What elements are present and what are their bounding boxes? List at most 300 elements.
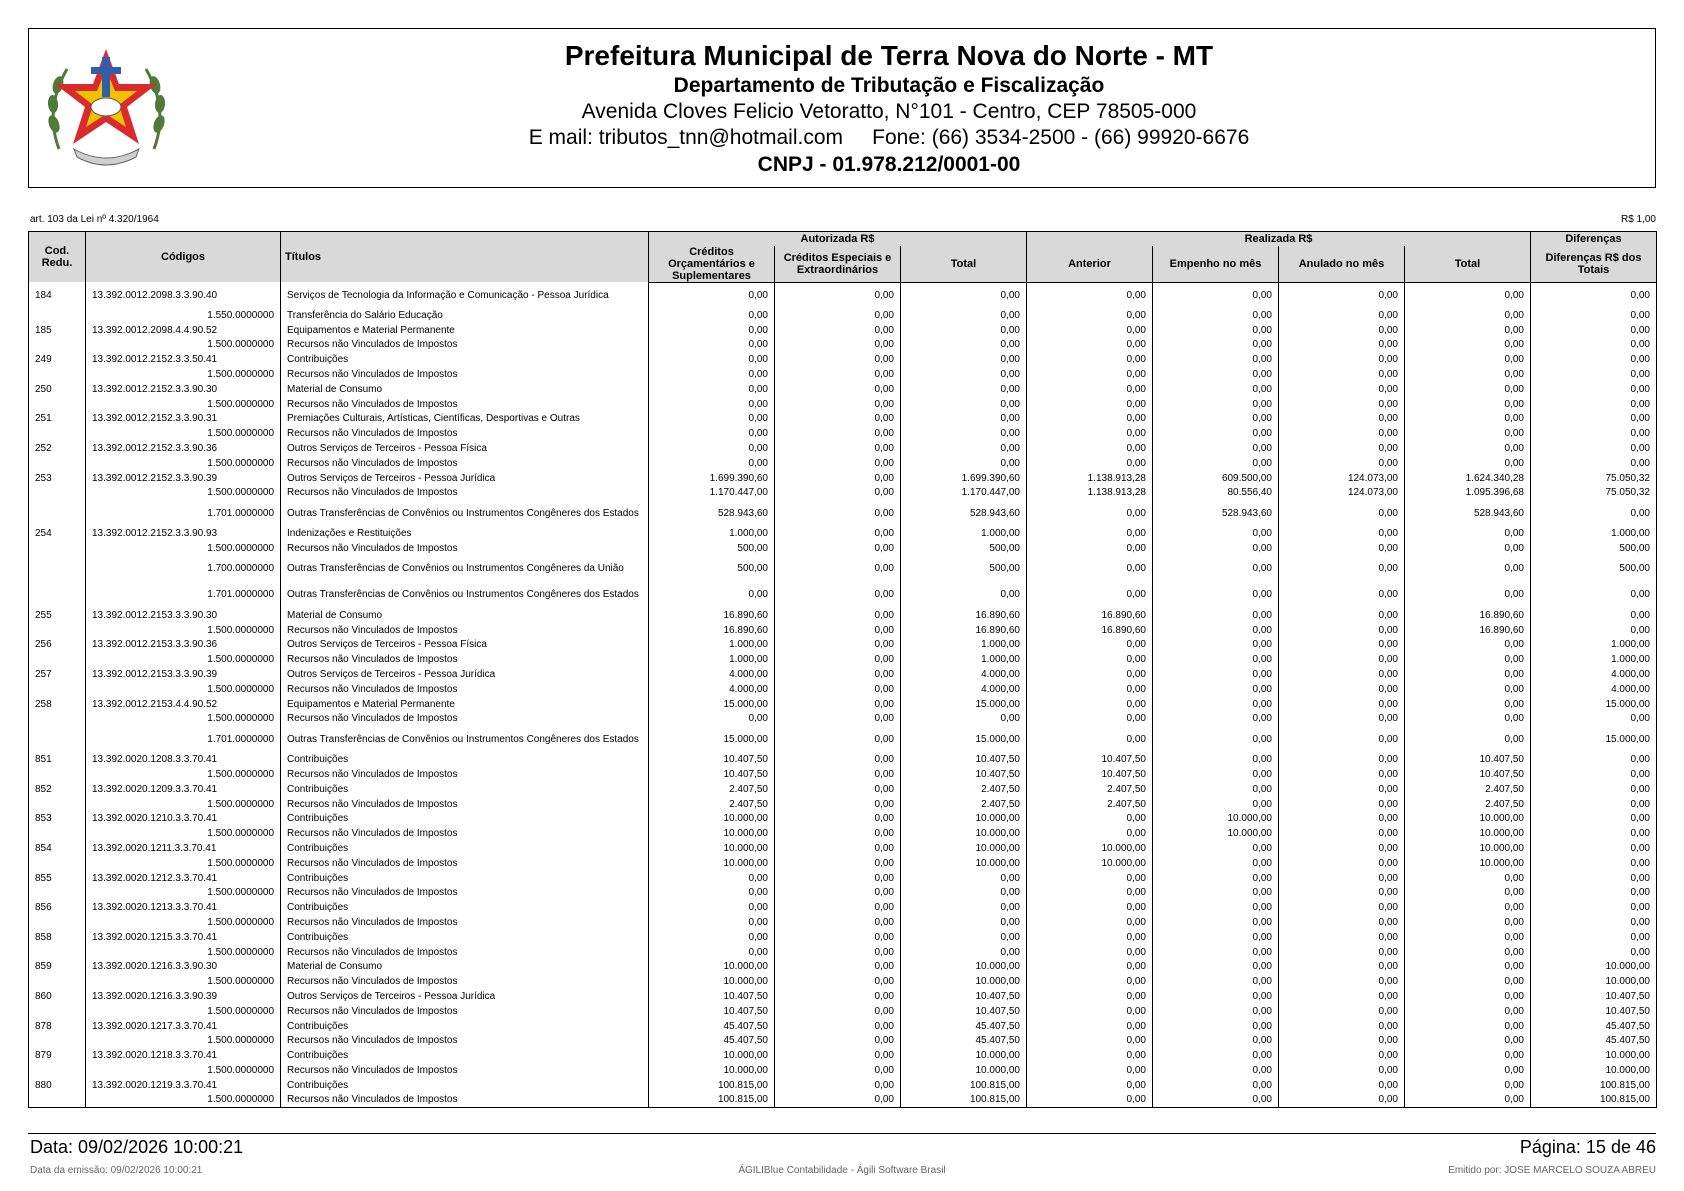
- cell-anterior: 0,00: [1027, 1004, 1153, 1019]
- cell-codigo: 1.500.0000000: [86, 426, 281, 441]
- cell-total-autorizada: 16.890,60: [901, 623, 1027, 638]
- cell-titulo: Recursos não Vinculados de Impostos: [281, 367, 649, 382]
- cell-creditos-orcamentarios: 0,00: [649, 441, 775, 456]
- cell-cod-redu: [29, 308, 86, 323]
- cell-creditos-orcamentarios: 0,00: [649, 352, 775, 367]
- cell-total-autorizada: 0,00: [901, 582, 1027, 608]
- cell-creditos-especiais: 0,00: [775, 1033, 901, 1048]
- cell-codigo: 1.500.0000000: [86, 826, 281, 841]
- table-row: [29, 726, 1657, 752]
- cell-anterior: 10.000,00: [1027, 841, 1153, 856]
- cell-total-autorizada: 0,00: [901, 915, 1027, 930]
- cell-total-autorizada: 0,00: [901, 900, 1027, 915]
- cell-titulo: Contribuições: [281, 352, 649, 367]
- cell-empenho-mes: 0,00: [1153, 682, 1279, 697]
- cell-total-autorizada: 100.815,00: [901, 1078, 1027, 1093]
- cell-anterior: 0,00: [1027, 1048, 1153, 1063]
- footer-page-number: Página: 15 de 46: [1519, 1137, 1656, 1157]
- footer-divider: [28, 1133, 1656, 1134]
- cell-creditos-orcamentarios: 15.000,00: [649, 697, 775, 712]
- cell-creditos-orcamentarios: 1.170.447,00: [649, 486, 775, 501]
- cell-creditos-orcamentarios: 10.000,00: [649, 841, 775, 856]
- cell-anulado-mes: 0,00: [1279, 608, 1405, 623]
- cell-total-realizada: 0,00: [1405, 323, 1531, 338]
- cell-codigo: 1.500.0000000: [86, 397, 281, 412]
- cell-codigo: 1.500.0000000: [86, 767, 281, 782]
- cell-empenho-mes: 0,00: [1153, 441, 1279, 456]
- cell-total-autorizada: 2.407,50: [901, 782, 1027, 797]
- cell-diferencas: 75.050,32: [1531, 486, 1657, 501]
- cell-total-realizada: 0,00: [1405, 541, 1531, 556]
- cell-total-autorizada: 0,00: [901, 282, 1027, 308]
- cell-total-autorizada: 0,00: [901, 456, 1027, 471]
- cell-codigo: 13.392.0012.2153.3.3.90.36: [86, 638, 281, 653]
- cell-anterior: 2.407,50: [1027, 797, 1153, 812]
- table-row: [29, 556, 1657, 582]
- cell-titulo: Recursos não Vinculados de Impostos: [281, 486, 649, 501]
- cell-total-autorizada: 10.407,50: [901, 752, 1027, 767]
- cell-total-autorizada: 0,00: [901, 367, 1027, 382]
- cell-diferencas: 500,00: [1531, 556, 1657, 582]
- cell-cod-redu: [29, 367, 86, 382]
- cell-codigo: 1.500.0000000: [86, 974, 281, 989]
- cell-cod-redu: 257: [29, 667, 86, 682]
- table-row: [29, 1078, 1657, 1093]
- cell-creditos-especiais: 0,00: [775, 900, 901, 915]
- cell-total-autorizada: 100.815,00: [901, 1093, 1027, 1108]
- cell-total-realizada: 10.000,00: [1405, 812, 1531, 827]
- cell-cod-redu: [29, 767, 86, 782]
- table-row: [29, 1093, 1657, 1108]
- cell-diferencas: 0,00: [1531, 782, 1657, 797]
- cell-empenho-mes: 0,00: [1153, 608, 1279, 623]
- footer-software: ÁGILIBlue Contabilidade - Ágili Software Brasil: [738, 1165, 946, 1176]
- cell-anulado-mes: 0,00: [1279, 541, 1405, 556]
- cell-diferencas: 0,00: [1531, 797, 1657, 812]
- cell-cod-redu: [29, 582, 86, 608]
- cell-total-realizada: 528.943,60: [1405, 500, 1531, 526]
- cell-anterior: 0,00: [1027, 712, 1153, 727]
- cell-creditos-orcamentarios: 0,00: [649, 412, 775, 427]
- cell-empenho-mes: 0,00: [1153, 541, 1279, 556]
- cell-total-realizada: 0,00: [1405, 1019, 1531, 1034]
- cell-total-realizada: 0,00: [1405, 712, 1531, 727]
- cell-creditos-especiais: 0,00: [775, 959, 901, 974]
- table-row: [29, 812, 1657, 827]
- cell-anulado-mes: 0,00: [1279, 959, 1405, 974]
- cell-empenho-mes: 0,00: [1153, 338, 1279, 353]
- cell-creditos-especiais: 0,00: [775, 308, 901, 323]
- cell-cod-redu: 185: [29, 323, 86, 338]
- cell-cod-redu: 851: [29, 752, 86, 767]
- table-row: [29, 682, 1657, 697]
- col-cod-redu: Cod. Redu.: [29, 232, 86, 283]
- table-body: [29, 282, 1657, 1107]
- cell-anterior: 10.000,00: [1027, 856, 1153, 871]
- cell-diferencas: 0,00: [1531, 812, 1657, 827]
- cell-creditos-especiais: 0,00: [775, 556, 901, 582]
- cell-creditos-orcamentarios: 10.000,00: [649, 812, 775, 827]
- cell-anterior: 10.407,50: [1027, 752, 1153, 767]
- table-row: [29, 412, 1657, 427]
- cell-anulado-mes: 0,00: [1279, 652, 1405, 667]
- cell-anulado-mes: 0,00: [1279, 556, 1405, 582]
- cell-titulo: Indenizações e Restituições: [281, 526, 649, 541]
- cell-total-autorizada: 16.890,60: [901, 608, 1027, 623]
- table-row: [29, 608, 1657, 623]
- cell-cod-redu: 856: [29, 900, 86, 915]
- cell-creditos-orcamentarios: 10.000,00: [649, 974, 775, 989]
- cell-creditos-orcamentarios: 1.000,00: [649, 526, 775, 541]
- cell-cod-redu: 252: [29, 441, 86, 456]
- cell-cod-redu: 249: [29, 352, 86, 367]
- cell-codigo: 13.392.0020.1209.3.3.70.41: [86, 782, 281, 797]
- cell-total-realizada: 0,00: [1405, 426, 1531, 441]
- cell-creditos-orcamentarios: 0,00: [649, 323, 775, 338]
- cell-titulo: Recursos não Vinculados de Impostos: [281, 456, 649, 471]
- cell-titulo: Recursos não Vinculados de Impostos: [281, 541, 649, 556]
- cell-creditos-orcamentarios: 10.407,50: [649, 752, 775, 767]
- cell-total-autorizada: 0,00: [901, 712, 1027, 727]
- cell-diferencas: 0,00: [1531, 945, 1657, 960]
- cell-titulo: Outros Serviços de Terceiros - Pessoa Jurídica: [281, 989, 649, 1004]
- cell-empenho-mes: 0,00: [1153, 1063, 1279, 1078]
- cell-empenho-mes: 0,00: [1153, 323, 1279, 338]
- cell-creditos-especiais: 0,00: [775, 782, 901, 797]
- cell-codigo: 13.392.0020.1219.3.3.70.41: [86, 1078, 281, 1093]
- cell-cod-redu: 254: [29, 526, 86, 541]
- cell-diferencas: 0,00: [1531, 712, 1657, 727]
- table-row: [29, 526, 1657, 541]
- cell-empenho-mes: 0,00: [1153, 556, 1279, 582]
- cell-total-autorizada: 10.000,00: [901, 841, 1027, 856]
- cell-creditos-orcamentarios: 100.815,00: [649, 1078, 775, 1093]
- cell-total-realizada: 16.890,60: [1405, 608, 1531, 623]
- cell-total-realizada: 0,00: [1405, 1004, 1531, 1019]
- cell-codigo: 1.700.0000000: [86, 556, 281, 582]
- cell-diferencas: 10.000,00: [1531, 1063, 1657, 1078]
- cell-anulado-mes: 0,00: [1279, 856, 1405, 871]
- cell-total-autorizada: 10.000,00: [901, 812, 1027, 827]
- cell-codigo: 1.500.0000000: [86, 886, 281, 901]
- cell-anulado-mes: 0,00: [1279, 323, 1405, 338]
- cell-anterior: 0,00: [1027, 338, 1153, 353]
- cell-titulo: Contribuições: [281, 1048, 649, 1063]
- cell-diferencas: 0,00: [1531, 930, 1657, 945]
- cell-creditos-especiais: 0,00: [775, 282, 901, 308]
- cell-total-realizada: 0,00: [1405, 945, 1531, 960]
- cell-empenho-mes: 0,00: [1153, 871, 1279, 886]
- cell-creditos-orcamentarios: 0,00: [649, 397, 775, 412]
- cell-cod-redu: [29, 915, 86, 930]
- cell-anulado-mes: 0,00: [1279, 1033, 1405, 1048]
- cell-diferencas: 10.407,50: [1531, 989, 1657, 1004]
- cell-anterior: 0,00: [1027, 323, 1153, 338]
- cell-total-realizada: 0,00: [1405, 726, 1531, 752]
- cell-anterior: 0,00: [1027, 397, 1153, 412]
- cell-creditos-especiais: 0,00: [775, 486, 901, 501]
- cell-anulado-mes: 0,00: [1279, 900, 1405, 915]
- cell-diferencas: 0,00: [1531, 856, 1657, 871]
- cell-codigo: 1.500.0000000: [86, 1093, 281, 1108]
- cell-anulado-mes: 0,00: [1279, 767, 1405, 782]
- cell-titulo: Material de Consumo: [281, 608, 649, 623]
- cell-titulo: Contribuições: [281, 871, 649, 886]
- contact-line: E mail: tributos_tnn@hotmail.com Fone: (66) 3534-2500 - (66) 99920-6676: [528, 126, 1250, 149]
- cell-codigo: 1.701.0000000: [86, 500, 281, 526]
- cell-total-autorizada: 500,00: [901, 541, 1027, 556]
- cell-cod-redu: [29, 797, 86, 812]
- cell-empenho-mes: 0,00: [1153, 382, 1279, 397]
- cell-codigo: 13.392.0020.1212.3.3.70.41: [86, 871, 281, 886]
- cell-creditos-especiais: 0,00: [775, 915, 901, 930]
- cell-total-realizada: 16.890,60: [1405, 623, 1531, 638]
- cell-cod-redu: [29, 397, 86, 412]
- cell-empenho-mes: 0,00: [1153, 752, 1279, 767]
- cell-empenho-mes: 0,00: [1153, 367, 1279, 382]
- cell-titulo: Recursos não Vinculados de Impostos: [281, 426, 649, 441]
- cell-diferencas: 0,00: [1531, 338, 1657, 353]
- cell-codigo: 13.392.0020.1218.3.3.70.41: [86, 1048, 281, 1063]
- cell-codigo: 1.500.0000000: [86, 456, 281, 471]
- table-row: [29, 752, 1657, 767]
- table-row: [29, 797, 1657, 812]
- cell-total-autorizada: 0,00: [901, 382, 1027, 397]
- cell-titulo: Recursos não Vinculados de Impostos: [281, 915, 649, 930]
- cell-anterior: 0,00: [1027, 886, 1153, 901]
- cell-cod-redu: [29, 974, 86, 989]
- cell-codigo: 1.500.0000000: [86, 1004, 281, 1019]
- col-empenho-mes: Empenho no mês: [1153, 246, 1279, 283]
- cell-total-realizada: 0,00: [1405, 456, 1531, 471]
- cell-creditos-especiais: 0,00: [775, 697, 901, 712]
- cell-titulo: Outras Transferências de Convênios ou Instrumentos Congêneres dos Estados: [281, 500, 649, 526]
- cell-creditos-especiais: 0,00: [775, 1004, 901, 1019]
- cell-anterior: 0,00: [1027, 930, 1153, 945]
- cell-total-realizada: 0,00: [1405, 582, 1531, 608]
- cell-titulo: Serviços de Tecnologia da Informação e Comunicação - Pessoa Jurídica: [281, 282, 649, 308]
- cell-titulo: Recursos não Vinculados de Impostos: [281, 886, 649, 901]
- footer-emission-date: Data da emissão: 09/02/2026 10:00:21: [30, 1165, 203, 1176]
- cell-anterior: 0,00: [1027, 367, 1153, 382]
- cell-empenho-mes: 0,00: [1153, 886, 1279, 901]
- cell-diferencas: 0,00: [1531, 582, 1657, 608]
- cell-total-realizada: 0,00: [1405, 397, 1531, 412]
- cell-anterior: 0,00: [1027, 541, 1153, 556]
- cell-anterior: 0,00: [1027, 282, 1153, 308]
- cell-cod-redu: 878: [29, 1019, 86, 1034]
- cell-empenho-mes: 0,00: [1153, 930, 1279, 945]
- cell-titulo: Premiações Culturais, Artísticas, Científicas, Desportivas e Outras: [281, 412, 649, 427]
- cell-total-realizada: 0,00: [1405, 697, 1531, 712]
- table-row: [29, 338, 1657, 353]
- cell-anulado-mes: 0,00: [1279, 382, 1405, 397]
- cell-codigo: 13.392.0012.2152.3.3.90.31: [86, 412, 281, 427]
- cell-total-realizada: 2.407,50: [1405, 782, 1531, 797]
- table-row: [29, 1048, 1657, 1063]
- table-row: [29, 397, 1657, 412]
- cell-cod-redu: 184: [29, 282, 86, 308]
- cell-diferencas: 0,00: [1531, 397, 1657, 412]
- cell-anulado-mes: 0,00: [1279, 886, 1405, 901]
- cell-creditos-orcamentarios: 500,00: [649, 541, 775, 556]
- cell-titulo: Recursos não Vinculados de Impostos: [281, 652, 649, 667]
- cell-creditos-especiais: 0,00: [775, 412, 901, 427]
- table-row: [29, 500, 1657, 526]
- cell-diferencas: 1.000,00: [1531, 652, 1657, 667]
- cell-cod-redu: [29, 856, 86, 871]
- cell-diferencas: 0,00: [1531, 282, 1657, 308]
- cell-diferencas: 0,00: [1531, 441, 1657, 456]
- cell-anterior: 2.407,50: [1027, 782, 1153, 797]
- cell-diferencas: 10.000,00: [1531, 974, 1657, 989]
- cell-anulado-mes: 0,00: [1279, 841, 1405, 856]
- cell-total-autorizada: 15.000,00: [901, 726, 1027, 752]
- cell-cod-redu: [29, 623, 86, 638]
- cell-empenho-mes: 0,00: [1153, 652, 1279, 667]
- cell-titulo: Outras Transferências de Convênios ou Instrumentos Congêneres da União: [281, 556, 649, 582]
- cell-total-realizada: 0,00: [1405, 667, 1531, 682]
- cell-creditos-orcamentarios: 1.000,00: [649, 652, 775, 667]
- cell-total-autorizada: 1.000,00: [901, 526, 1027, 541]
- table-row: [29, 323, 1657, 338]
- table-row: [29, 582, 1657, 608]
- cell-diferencas: 0,00: [1531, 500, 1657, 526]
- cell-anulado-mes: 0,00: [1279, 682, 1405, 697]
- cell-codigo: 13.392.0020.1210.3.3.70.41: [86, 812, 281, 827]
- cell-creditos-especiais: 0,00: [775, 752, 901, 767]
- cell-cod-redu: 251: [29, 412, 86, 427]
- cell-total-realizada: 10.000,00: [1405, 841, 1531, 856]
- cell-titulo: Transferência do Salário Educação: [281, 308, 649, 323]
- cell-codigo: 1.500.0000000: [86, 652, 281, 667]
- cell-titulo: Contribuições: [281, 900, 649, 915]
- cell-empenho-mes: 0,00: [1153, 797, 1279, 812]
- cell-anterior: 0,00: [1027, 989, 1153, 1004]
- cell-codigo: 1.500.0000000: [86, 623, 281, 638]
- cell-titulo: Recursos não Vinculados de Impostos: [281, 1033, 649, 1048]
- cell-creditos-especiais: 0,00: [775, 441, 901, 456]
- cell-total-realizada: 0,00: [1405, 989, 1531, 1004]
- cell-creditos-especiais: 0,00: [775, 652, 901, 667]
- cell-creditos-orcamentarios: 10.000,00: [649, 826, 775, 841]
- cell-total-realizada: 0,00: [1405, 1048, 1531, 1063]
- cell-cod-redu: [29, 1063, 86, 1078]
- cell-anterior: 0,00: [1027, 667, 1153, 682]
- cell-creditos-especiais: 0,00: [775, 582, 901, 608]
- cell-anulado-mes: 0,00: [1279, 582, 1405, 608]
- table-row: [29, 541, 1657, 556]
- cell-creditos-orcamentarios: 0,00: [649, 426, 775, 441]
- col-creditos-orcamentarios: Créditos Orçamentários e Suplementares: [649, 246, 775, 283]
- cell-cod-redu: [29, 886, 86, 901]
- cell-creditos-especiais: 0,00: [775, 623, 901, 638]
- cell-total-realizada: 1.624.340,28: [1405, 471, 1531, 486]
- table-row: [29, 308, 1657, 323]
- cell-cod-redu: 258: [29, 697, 86, 712]
- cell-anterior: 0,00: [1027, 697, 1153, 712]
- cell-titulo: Contribuições: [281, 841, 649, 856]
- cell-codigo: 13.392.0020.1208.3.3.70.41: [86, 752, 281, 767]
- cell-anulado-mes: 0,00: [1279, 367, 1405, 382]
- cell-anulado-mes: 0,00: [1279, 1019, 1405, 1034]
- cell-codigo: 13.392.0020.1217.3.3.70.41: [86, 1019, 281, 1034]
- cell-titulo: Recursos não Vinculados de Impostos: [281, 826, 649, 841]
- cell-creditos-orcamentarios: 0,00: [649, 582, 775, 608]
- cell-cod-redu: [29, 652, 86, 667]
- table-row: [29, 974, 1657, 989]
- cell-creditos-orcamentarios: 0,00: [649, 282, 775, 308]
- cell-total-realizada: 0,00: [1405, 1078, 1531, 1093]
- cell-titulo: Recursos não Vinculados de Impostos: [281, 1063, 649, 1078]
- cell-total-realizada: 0,00: [1405, 900, 1531, 915]
- cell-creditos-orcamentarios: 0,00: [649, 915, 775, 930]
- cell-total-autorizada: 528.943,60: [901, 500, 1027, 526]
- cell-creditos-especiais: 0,00: [775, 826, 901, 841]
- cell-anulado-mes: 0,00: [1279, 989, 1405, 1004]
- cell-codigo: 1.701.0000000: [86, 726, 281, 752]
- cell-creditos-especiais: 0,00: [775, 1063, 901, 1078]
- cell-titulo: Material de Consumo: [281, 382, 649, 397]
- cell-creditos-especiais: 0,00: [775, 886, 901, 901]
- cell-anterior: 0,00: [1027, 441, 1153, 456]
- cell-creditos-orcamentarios: 100.815,00: [649, 1093, 775, 1108]
- cell-anulado-mes: 0,00: [1279, 752, 1405, 767]
- cell-total-realizada: 0,00: [1405, 412, 1531, 427]
- cell-cod-redu: 256: [29, 638, 86, 653]
- cell-total-autorizada: 2.407,50: [901, 797, 1027, 812]
- cell-anterior: 16.890,60: [1027, 623, 1153, 638]
- currency-unit: R$ 1,00: [1620, 214, 1656, 225]
- cell-creditos-orcamentarios: 0,00: [649, 945, 775, 960]
- cell-anulado-mes: 0,00: [1279, 1078, 1405, 1093]
- cell-anulado-mes: 0,00: [1279, 412, 1405, 427]
- cell-empenho-mes: 0,00: [1153, 945, 1279, 960]
- cell-anulado-mes: 0,00: [1279, 500, 1405, 526]
- table-row: [29, 426, 1657, 441]
- table-row: [29, 623, 1657, 638]
- cell-empenho-mes: 0,00: [1153, 456, 1279, 471]
- cell-anulado-mes: 0,00: [1279, 945, 1405, 960]
- col-titulos: Títulos: [281, 232, 649, 283]
- cell-anulado-mes: 0,00: [1279, 974, 1405, 989]
- report-header: [28, 28, 1656, 188]
- cell-creditos-orcamentarios: 4.000,00: [649, 682, 775, 697]
- cell-diferencas: 0,00: [1531, 915, 1657, 930]
- cell-total-realizada: 0,00: [1405, 441, 1531, 456]
- cell-anterior: 0,00: [1027, 1093, 1153, 1108]
- cell-anterior: 0,00: [1027, 352, 1153, 367]
- cell-anterior: 1.138.913,28: [1027, 471, 1153, 486]
- address-line: Avenida Cloves Felicio Vetoratto, N°101 - Centro, CEP 78505-000: [581, 100, 1197, 123]
- cell-total-realizada: 0,00: [1405, 959, 1531, 974]
- department-name: Departamento de Tributação e Fiscalização: [673, 74, 1105, 97]
- cell-titulo: Outros Serviços de Terceiros - Pessoa Física: [281, 638, 649, 653]
- table-row: [29, 915, 1657, 930]
- cell-cod-redu: [29, 486, 86, 501]
- cell-cod-redu: [29, 500, 86, 526]
- cell-creditos-especiais: 0,00: [775, 974, 901, 989]
- cell-codigo: 13.392.0012.2098.4.4.90.52: [86, 323, 281, 338]
- cell-empenho-mes: 0,00: [1153, 841, 1279, 856]
- cell-total-realizada: 0,00: [1405, 338, 1531, 353]
- cell-creditos-especiais: 0,00: [775, 471, 901, 486]
- cell-anulado-mes: 0,00: [1279, 397, 1405, 412]
- cell-titulo: Recursos não Vinculados de Impostos: [281, 974, 649, 989]
- cell-empenho-mes: 10.000,00: [1153, 812, 1279, 827]
- cell-anterior: 1.138.913,28: [1027, 486, 1153, 501]
- cell-creditos-especiais: 0,00: [775, 856, 901, 871]
